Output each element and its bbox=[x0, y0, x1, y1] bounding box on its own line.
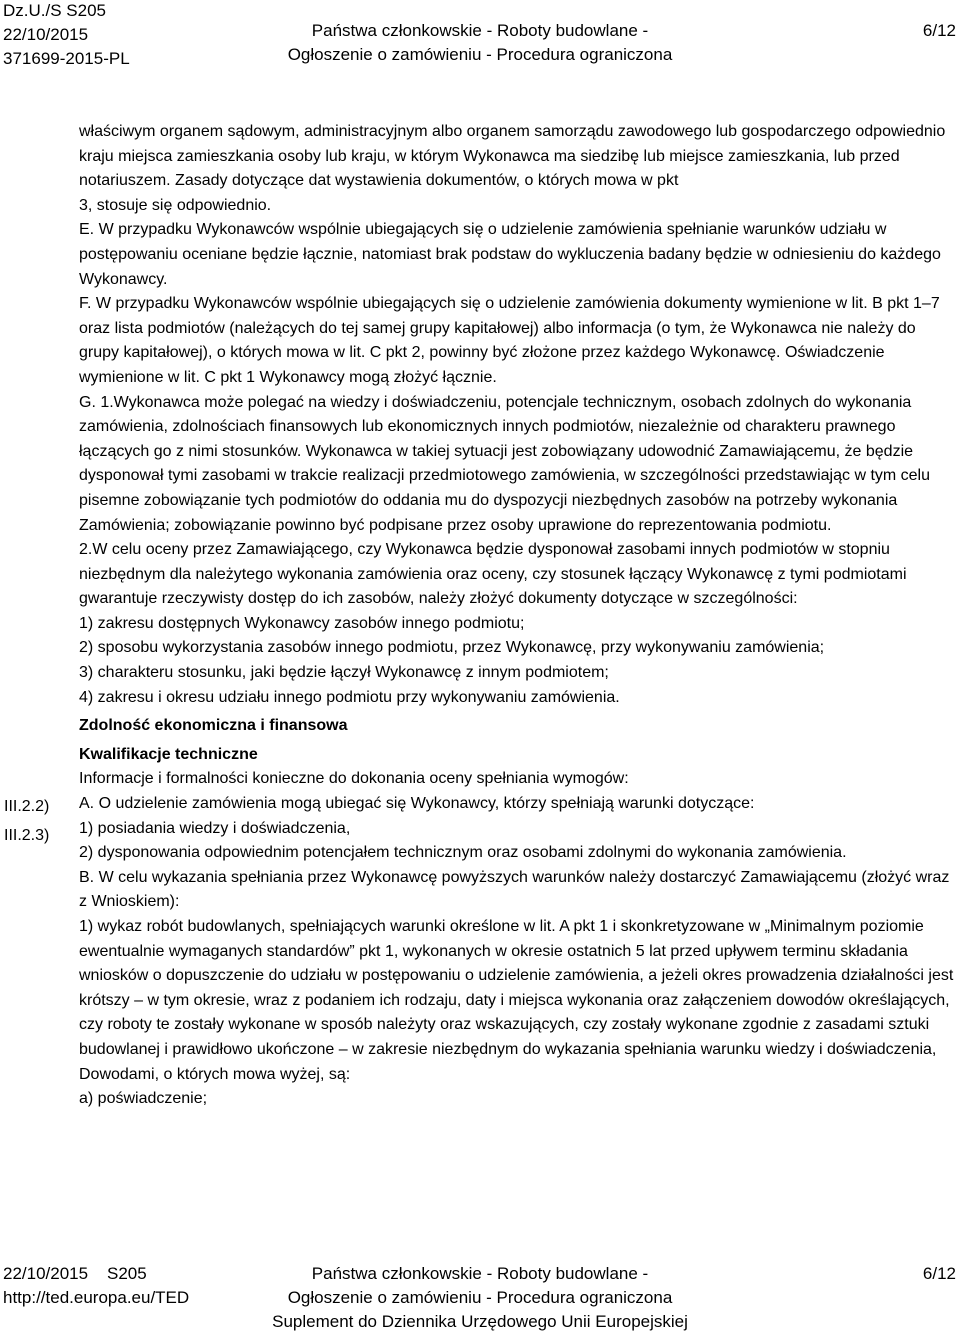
footer-title-line3: Suplement do Dziennika Urzędowego Unii Europejskiej bbox=[272, 1312, 688, 1331]
footer-title bbox=[0, 1262, 960, 1334]
paragraph: Informacje i formalności konieczne do dokonania oceny spełniania wymogów: bbox=[79, 770, 629, 788]
paragraph-a: A. O udzielenie zamówienia mogą ubiegać się Wykonawcy, którzy spełniają warunki dotyczące: bbox=[79, 795, 755, 813]
header-title bbox=[0, 20, 960, 68]
header-date: 22/10/2015 bbox=[3, 25, 89, 44]
paragraph-f: F. W przypadku Wykonawców wspólnie ubiegających się o udzielenie zamówienia dokumenty wymienione w lit. B pkt 1–7 oraz lista podmiotów (należących do tej samej grupy kapitałowej) albo informacja (o tym, że Wykonawca nie należy do grupy kapitałowej), o których mowa w lit. C pkt 2, powinny być złożone przez każdego Wykonawcę. Oświadczenie wymienione w lit. C pkt 1 Wykonawcy mogą złożyć łącznie. bbox=[79, 295, 940, 386]
list-item: 2) sposobu wykorzystania zasobów innego podmiotu, przez Wykonawcę, przy wykonywaniu zamówienia; bbox=[79, 639, 825, 657]
footer-date: 22/10/2015 bbox=[3, 1264, 89, 1283]
list-item: 1) zakresu dostępnych Wykonawcy zasobów innego podmiotu; bbox=[79, 614, 525, 632]
header-page-number: 6/12 bbox=[922, 21, 956, 40]
document-body bbox=[79, 120, 957, 1112]
section-number-iii-2-2: III.2.2) bbox=[4, 798, 50, 815]
section-heading-economic: Zdolność ekonomiczna i finansowa bbox=[79, 717, 348, 735]
notice-id: 371699-2015-PL bbox=[3, 49, 130, 68]
paragraph-g2: 2.W celu oceny przez Zamawiającego, czy Wykonawca będzie dysponował zasobami innych podmiotów w stopniu niezbędnym dla należytego wykonania zamówienia oraz oceny, czy stosunek łączący Wykonawcę z tymi podmiotami gwarantuje rzeczywisty dostęp do ich zasobów, należy złożyć dokumenty dotyczące w szczególności: bbox=[79, 541, 907, 608]
footer-title-line1: Państwa członkowskie - Roboty budowlane - bbox=[311, 1264, 649, 1283]
list-item: 1) wykaz robót budowlanych, spełniających warunki określone w lit. A pkt 1 i skonkretyzowane w „Minimalnym poziomie ewentualnie wymaganych standardów” pkt 1, wykonanych w okresie ostatnich 5 lat przed upływem terminu składania wniosków o dopuszczenie do udziału w postępowaniu o udzielenie zamówienia, a jeżeli okres prowadzenia działalności jest krótszy – w tym okresie, wraz z podaniem ich rodzaju, daty i miejsca wykonania oraz załączeniem dowodów określających, czy roboty te zostały wykonane w sposób należyty oraz wskazujących, czy zostały wykonane zgodnie z zasadami sztuki budowlanej i prawidłowo ukończone – w zakresie niezbędnym do wykazania spełniania warunku wiedzy i doświadczenia, bbox=[79, 918, 954, 1058]
paragraph-e: E. W przypadku Wykonawców wspólnie ubiegających się o udzielenie zamówienia spełnianie warunków udziału w postępowaniu oceniane będzie łącznie, natomiast brak podstaw do wykluczenia badany będzie w odniesieniu do każdego Wykonawcy. bbox=[79, 221, 941, 288]
paragraph: właściwym organem sądowym, administracyjnym albo organem samorządu zawodowego lub gospodarczego odpowiednio kraju miejsca zamieszkania osoby lub kraju, w którym Wykonawca ma siedzibę lub miejsce zamieszkania, lub przed notariuszem. Zasady dotyczące dat wystawienia dokumentów, o których mowa w pkt bbox=[79, 123, 946, 190]
section-number-iii-2-3: III.2.3) bbox=[4, 827, 50, 844]
section-heading-technical: Kwalifikacje techniczne bbox=[79, 745, 258, 763]
header-title-line2: Ogłoszenie o zamówieniu - Procedura ograniczona bbox=[287, 45, 673, 64]
list-item: 1) posiadania wiedzy i doświadczenia, bbox=[79, 819, 351, 837]
list-item: 3) charakteru stosunku, jaki będzie łączył Wykonawcę z innym podmiotem; bbox=[79, 664, 609, 682]
paragraph-g1: G. 1.Wykonawca może polegać na wiedzy i doświadczeniu, potencjale technicznym, osobach zdolnych do wykonania zamówienia, zdolnościach finansowych lub ekonomicznych innych podmiotów, niezależnie od charakteru prawnego łączących go z nimi stosunków. Wykonawca w takiej sytuacji jest zobowiązany udowodnić Zamawiającemu, że będzie dysponował tymi zasobami w trakcie realizacji przedmiotowego zamówienia, w szczególności przedstawiając w tym celu pisemne zobowiązanie tych podmiotów do oddania mu do dyspozycji niezbędnych zasobów na potrzeby wykonania Zamówienia; zobowiązanie powinno być podpisane przez osoby uprawione do reprezentowania podmiotu. bbox=[79, 393, 931, 534]
list-item: a) poświadczenie; bbox=[79, 1090, 208, 1108]
paragraph: Dowodami, o których mowa wyżej, są: bbox=[79, 1065, 351, 1083]
footer-url[interactable]: http://ted.europa.eu/TED bbox=[3, 1288, 190, 1307]
doc-reference: Dz.U./S S205 bbox=[3, 1, 106, 20]
paragraph: 3, stosuje się odpowiednio. bbox=[79, 196, 272, 214]
list-item: 2) dysponowania odpowiednim potencjałem technicznym oraz osobami zdolnymi do wykonania zamówienia. bbox=[79, 844, 847, 862]
paragraph-b: B. W celu wykazania spełniania przez Wykonawcę powyższych warunków należy dostarczyć Zamawiającemu (złożyć wraz z Wnioskiem): bbox=[79, 868, 950, 911]
footer-series: S205 bbox=[107, 1264, 147, 1283]
footer-page-number: 6/12 bbox=[922, 1264, 956, 1283]
header-title-line1: Państwa członkowskie - Roboty budowlane - bbox=[311, 21, 649, 40]
list-item: 4) zakresu i okresu udziału innego podmiotu przy wykonywaniu zamówienia. bbox=[79, 688, 620, 706]
footer-title-line2: Ogłoszenie o zamówieniu - Procedura ograniczona bbox=[287, 1288, 673, 1307]
